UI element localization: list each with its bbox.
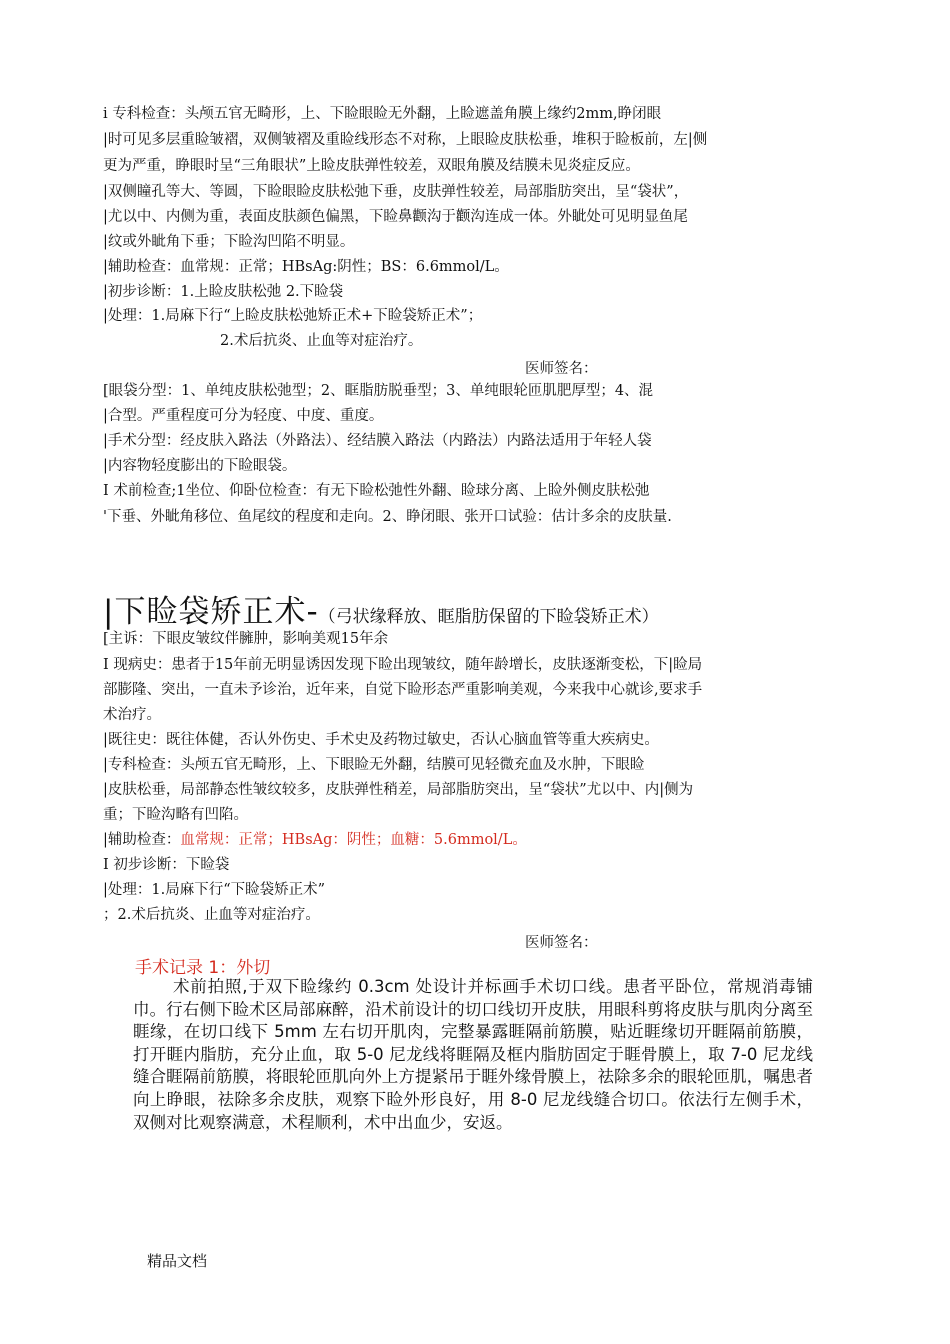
text-line: 重；下睑沟略有凹陷。 — [103, 807, 248, 823]
surgery-record-paragraph: 术前拍照,于双下睑缘约 0.3cm 处设计并标画手术切口线。患者平卧位，常规消毒铺巾。行右侧下睑术区局部麻醉，沿术前设计的切口线切开皮肤，用眼科剪将皮肤与肌肉分离至睚缘，在切口线下 5mm 左右切开肌肉，完整暴露睚隔前筋膜，贴近睚缘切开睚隔前筋膜，打开睚内脂肪，充分止血，取 5-0 尼龙线将睚隔及框内脂肪固定于睚骨膜上，取 7-0 尼龙线缝合睚隔前筋膜，将眼轮匝肌向外上方提紧吊于睚外缘骨膜上，祛除多余的眼轮匝肌，嘱患者向上睁眼，祛除多余皮肤，观察下睑外形良好，用 8-0 尼龙线缝合切口。依法行左侧手术，双侧对比观察满意，术程顺利，术中出血少，安返。 — [133, 977, 813, 1132]
text-line: i 专科检查：头颅五官无畸形，上、下睑眼睑无外翻，上睑遮盖角膜上缘约2mm,睁闭眼 — [103, 106, 662, 122]
text-line: |尤以中、内侧为重，表面皮肤颜色偏黑，下睑鼻颧沟于颧沟连成一体。外眦处可见明显鱼尾 — [103, 209, 688, 225]
text-line: 2.术后抗炎、止血等对症治疗。 — [220, 333, 423, 349]
aux-exam-line — [103, 830, 527, 850]
text-line: I 初步诊断：下睑袋 — [103, 857, 230, 873]
text-line: I 现病史：患者于15年前无明显诱因发现下睑出现皱纹，随年龄增长，皮肤逐渐变松，下|睑局 — [103, 657, 703, 673]
text-line: |时可见多层重睑皱褶，双侧皱褶及重睑线形态不对称，上眼睑皮肤松垂，堆积于睑板前，左|侧 — [103, 132, 708, 148]
text-line: |手术分型：经皮肤入路法（外路法）、经结膜入路法（内路法）内路法适用于年轻人袋 — [103, 433, 652, 449]
text-line: |双侧瞳孔等大、等圆，下睑眼睑皮肤松弛下垂，皮肤弹性较差，局部脂肪突出，呈“袋状”， — [103, 184, 689, 200]
surgery-record-title: 手术记录 1：外切 — [135, 958, 271, 978]
text-line: |初步诊断：1.上睑皮肤松弛 2.下睑袋 — [103, 284, 344, 300]
text-line: ；2.术后抗炎、止血等对症治疗。 — [103, 907, 320, 923]
text-line: [眼袋分型：1、单纯皮肤松弛型；2、眶脂肪脱垂型；3、单纯眼轮匝肌肥厚型；4、混 — [103, 383, 654, 399]
doctor-signature: 医师签名： — [525, 935, 598, 951]
text-line: 更为严重，睁眼时呈“三角眼状”上睑皮肤弹性较差，双眼角膜及结膜未见炎症反应。 — [103, 158, 640, 174]
text-line: 部膨隆、突出，一直未予诊治，近年来，自觉下睑形态严重影响美观，今来我中心就诊,要求手 — [103, 682, 703, 698]
aux-exam-values: 血常规：正常；HBsAg：阴性；血糖：5.6mmol/L。 — [180, 832, 527, 848]
doctor-signature: 医师签名： — [525, 361, 598, 377]
section-title — [103, 586, 659, 631]
text-line: |合型。严重程度可分为轻度、中度、重度。 — [103, 408, 384, 424]
text-line: '下垂、外眦角移位、鱼尾纹的程度和走向。2、睁闭眼、张开口试验：估计多余的皮肤量. — [103, 509, 672, 525]
text-line: |处理：1.局麻下行“下睑袋矫正术” — [103, 882, 326, 898]
text-line: |处理：1.局麻下行“上睑皮肤松弛矫正术+下睑袋矫正术”； — [103, 308, 483, 324]
text-line: |内容物轻度膨出的下睑眼袋。 — [103, 458, 297, 474]
text-line: |皮肤松垂，局部静态性皱纹较多，皮肤弹性稍差，局部脂肪突出，呈“袋状”尤以中、内|侧为 — [103, 782, 694, 798]
title-main: |下睑袋矫正术- — [103, 594, 319, 630]
text-line: I 术前检查;1坐位、仰卧位检查：有无下睑松弛性外翻、睑球分离、上睑外侧皮肤松弛 — [103, 483, 650, 499]
title-sub: （弓状缘释放、眶脂肪保留的下睑袋矫正术） — [318, 607, 659, 627]
aux-exam-label: |辅助检查： — [103, 832, 181, 848]
text-line: |纹或外眦角下垂；下睑沟凹陷不明显。 — [103, 234, 355, 250]
footer-watermark: 精品文档 — [147, 1252, 208, 1270]
text-line: 术治疗。 — [103, 707, 161, 723]
text-line: |既往史：既往体健，否认外伤史、手术史及药物过敏史，否认心脑血管等重大疾病史。 — [103, 732, 659, 748]
text-line: |辅助检查：血常规：正常；HBsAg:阴性；BS：6.6mmol/L。 — [103, 259, 509, 275]
text-line: [主诉：下眼皮皱纹伴臃肿，影响美观15年余 — [103, 631, 389, 647]
text-line: |专科检查：头颅五官无畸形，上、下眼睑无外翻，结膜可见轻微充血及水肿，下眼睑 — [103, 757, 645, 773]
